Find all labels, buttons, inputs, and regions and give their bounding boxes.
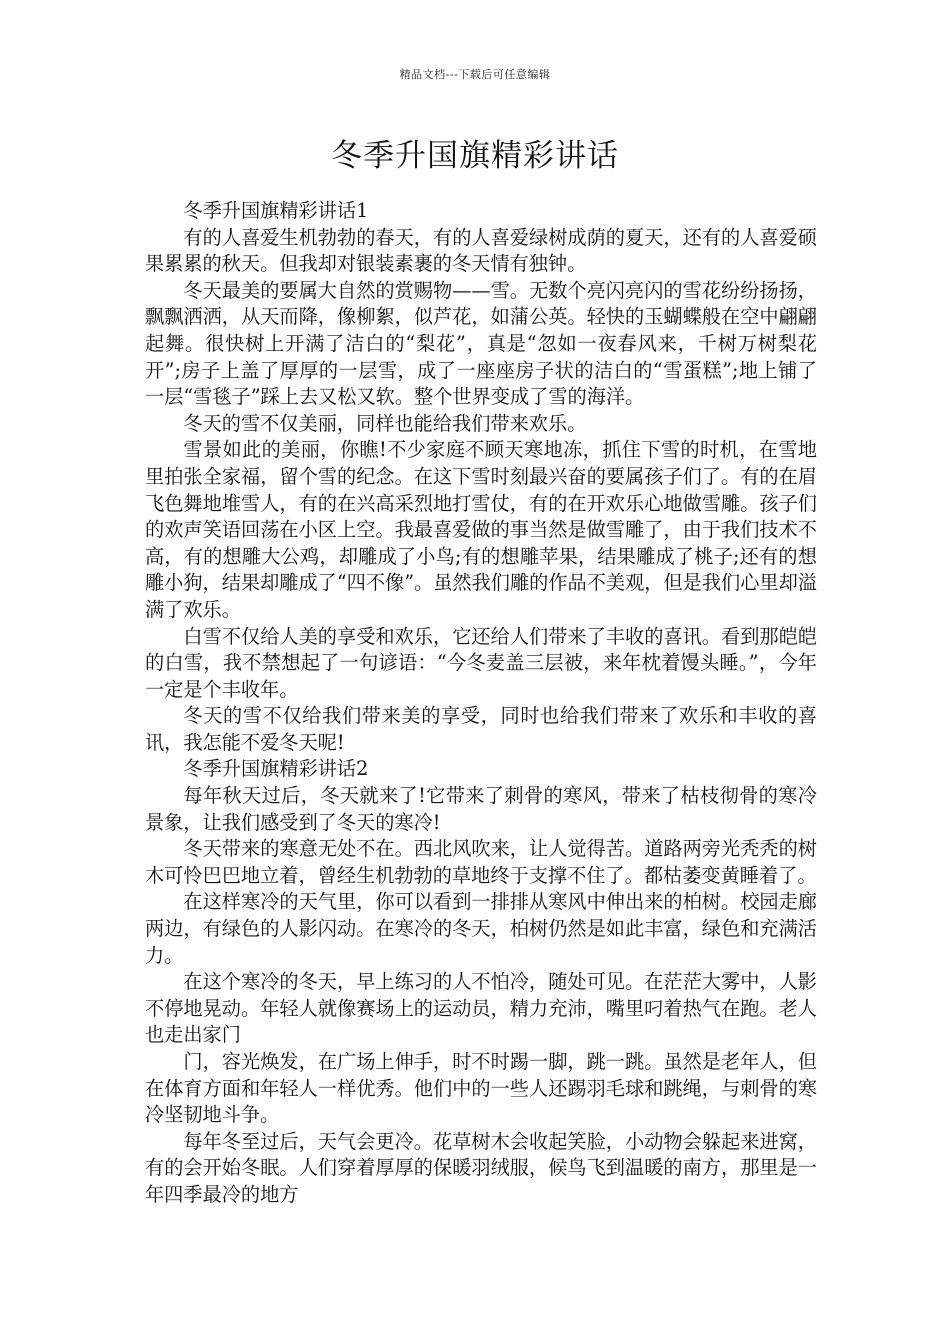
- paragraph: 冬天最美的要属大自然的赏赐物——雪。无数个亮闪亮闪的雪花纷纷扬扬，飘飘洒洒，从天而降，像柳絮，似芦花，如蒲公英。轻快的玉蝴蝶般在空中翩翩起舞。很快树上开满了洁白的“梨花”，真是“忽如一夜春风来，千树万树梨花开”;房子上盖了厚厚的一层雪，成了一座座房子状的洁白的“雪蛋糕”;地上铺了一层“雪毯子”踩上去又松又软。整个世界变成了雪的海洋。: [145, 278, 817, 409]
- paragraph: 每年冬至过后，天气会更冷。花草树木会收起笑脸，小动物会躲起来进窝，有的会开始冬眠。人们穿着厚厚的保暖羽绒服，候鸟飞到温暖的南方，那里是一年四季最冷的地方: [145, 1129, 817, 1206]
- section-heading-1: 冬季升国旗精彩讲话1: [183, 199, 369, 222]
- paragraph: 在这个寒冷的冬天，早上练习的人不怕冷，随处可见。在茫茫大雾中，人影不停地晃动。年轻人就像赛场上的运动员，精力充沛，嘴里叼着热气在跑。老人也走出家门: [145, 970, 817, 1047]
- section-heading-2: 冬季升国旗精彩讲话2: [183, 757, 369, 781]
- paragraph: 门，容光焕发，在广场上伸手，时不时踢一脚，跳一跳。虽然是老年人，但在体育方面和年轻人一样优秀。他们中的一些人还踢羽毛球和跳绳，与刺骨的寒冷坚韧地斗争。: [145, 1050, 817, 1127]
- document-body: [145, 198, 817, 1209]
- paragraph: 冬天的雪不仅美丽，同样也能给我们带来欢乐。: [183, 411, 587, 435]
- paragraph: 每年秋天过后，冬天就来了!它带来了刺骨的寒风，带来了枯枝彻骨的寒冷景象，让我们感受到了冬天的寒冷!: [145, 784, 817, 834]
- paragraph: 在这样寒冷的天气里，你可以看到一排排从寒风中伸出来的柏树。校园走廊两边，有绿色的人影闪动。在寒冷的冬天，柏树仍然是如此丰富，绿色和充满活力。: [145, 890, 817, 967]
- paragraph: 有的人喜爱生机勃勃的春天，有的人喜爱绿树成荫的夏天，还有的人喜爱硕果累累的秋天。但我却对银装素裹的冬天情有独钟。: [145, 225, 817, 276]
- paragraph: 冬天的雪不仅给我们带来美的享受，同时也给我们带来了欢乐和丰收的喜讯，我怎能不爱冬天呢!: [145, 704, 817, 754]
- document-title: 冬季升国旗精彩讲话: [331, 138, 619, 174]
- header-note: 精品文档---下载后可任意编辑: [399, 68, 551, 81]
- paragraph: 白雪不仅给人美的享受和欢乐，它还给人们带来了丰收的喜讯。看到那皑皑的白雪，我不禁想起了一句谚语：“今冬麦盖三层被，来年枕着馒头睡。”，今年一定是个丰收年。: [145, 624, 817, 701]
- paragraph: 冬天带来的寒意无处不在。西北风吹来，让人觉得苦。道路两旁光秃秃的树木可怜巴巴地立着，曾经生机勃勃的草地终于支撑不住了。都枯萎变黄睡着了。: [145, 837, 817, 887]
- paragraph: 雪景如此的美丽，你瞧!不少家庭不顾天寒地冻，抓住下雪的时机，在雪地里拍张全家福，留个雪的纪念。在这下雪时刻最兴奋的要属孩子们了。有的在眉飞色舞地堆雪人，有的在兴高采烈地打雪仗，有的在开欢乐心地做雪雕。孩子们的欢声笑语回荡在小区上空。我最喜爱做的事当然是做雪雕了，由于我们技术不高，有的想雕大公鸡，却雕成了小鸟;有的想雕苹果，结果雕成了桃子;还有的想雕小狗，结果却雕成了“四不像”。虽然我们雕的作品不美观，但是我们心里却溢满了欢乐。: [145, 438, 817, 621]
